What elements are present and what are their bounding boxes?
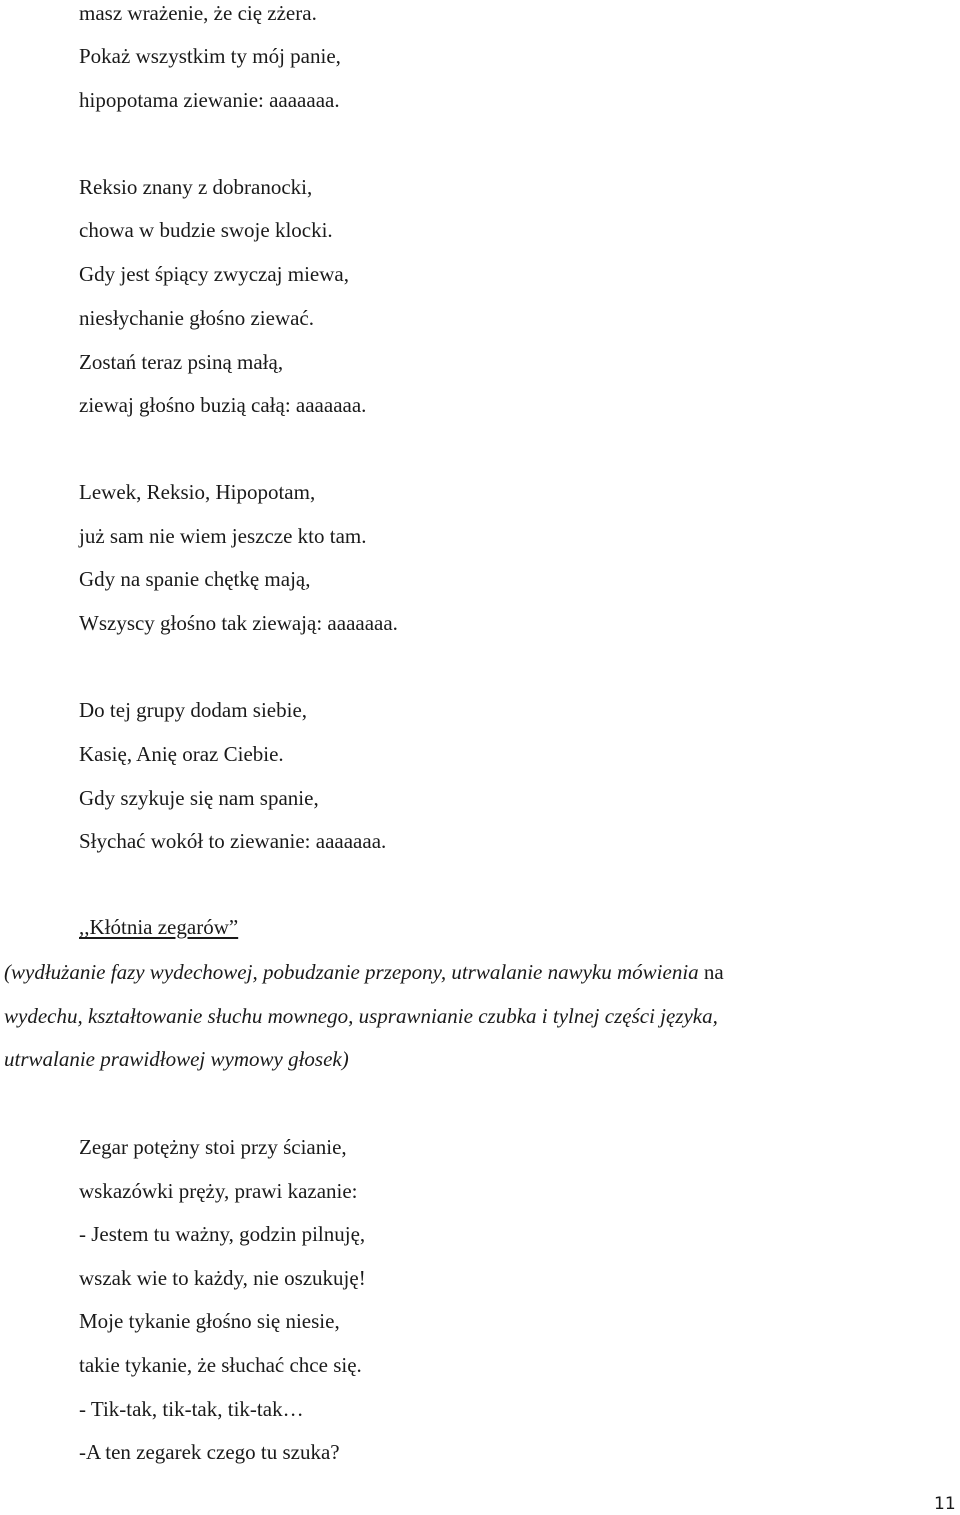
poem-line: - Tik-tak, tik-tak, tik-tak… — [79, 1397, 304, 1421]
page-number: 11 — [934, 1494, 956, 1514]
poem-line: Kasię, Anię oraz Ciebie. — [79, 742, 284, 766]
description-italic: (wydłużanie fazy wydechowej, pobudzanie przepony, utrwalanie nawyku mówienia — [4, 960, 704, 984]
poem-line: chowa w budzie swoje klocki. — [79, 218, 333, 242]
poem-line: wskazówki pręży, prawi kazanie: — [79, 1179, 358, 1203]
description-line — [4, 960, 884, 984]
poem-line: -A ten zegarek czego tu szuka? — [79, 1440, 340, 1464]
description-italic: wydechu, kształtowanie słuchu mownego, usprawnianie czubka i tylnej części języka, — [4, 1004, 718, 1028]
section-title: ,,Kłótnia zegarów” — [79, 915, 239, 939]
poem-line: niesłychanie głośno ziewać. — [79, 306, 314, 330]
poem-line: Zegar potężny stoi przy ścianie, — [79, 1135, 347, 1159]
poem-line: ziewaj głośno buzią całą: aaaaaaa. — [79, 393, 367, 417]
poem-line: takie tykanie, że słuchać chce się. — [79, 1353, 362, 1377]
poem-line: Lewek, Reksio, Hipopotam, — [79, 480, 316, 504]
poem-line: Gdy jest śpiący zwyczaj miewa, — [79, 262, 349, 286]
poem-line: Moje tykanie głośno się niesie, — [79, 1309, 340, 1333]
poem-line: wszak wie to każdy, nie oszukuję! — [79, 1266, 366, 1290]
poem-line: Reksio znany z dobranocki, — [79, 175, 313, 199]
poem-line: Wszyscy głośno tak ziewają: aaaaaaa. — [79, 611, 398, 635]
description-line — [4, 1004, 884, 1028]
description-line — [4, 1047, 884, 1071]
poem-line: Gdy szykuje się nam spanie, — [79, 786, 319, 810]
poem-line: masz wrażenie, że cię zżera. — [79, 1, 317, 25]
description-italic: utrwalanie prawidłowej wymowy głosek) — [4, 1047, 349, 1071]
poem-line: Słychać wokół to ziewanie: aaaaaaa. — [79, 829, 387, 853]
poem-line: hipopotama ziewanie: aaaaaaa. — [79, 88, 340, 112]
poem-line: Pokaż wszystkim ty mój panie, — [79, 44, 341, 68]
poem-line: Gdy na spanie chętkę mają, — [79, 567, 311, 591]
poem-line: Do tej grupy dodam siebie, — [79, 698, 308, 722]
description-plain: na — [703, 960, 724, 984]
poem-line: już sam nie wiem jeszcze kto tam. — [79, 524, 367, 548]
poem-line: - Jestem tu ważny, godzin pilnuję, — [79, 1222, 366, 1246]
poem-line: Zostań teraz psiną małą, — [79, 350, 284, 374]
